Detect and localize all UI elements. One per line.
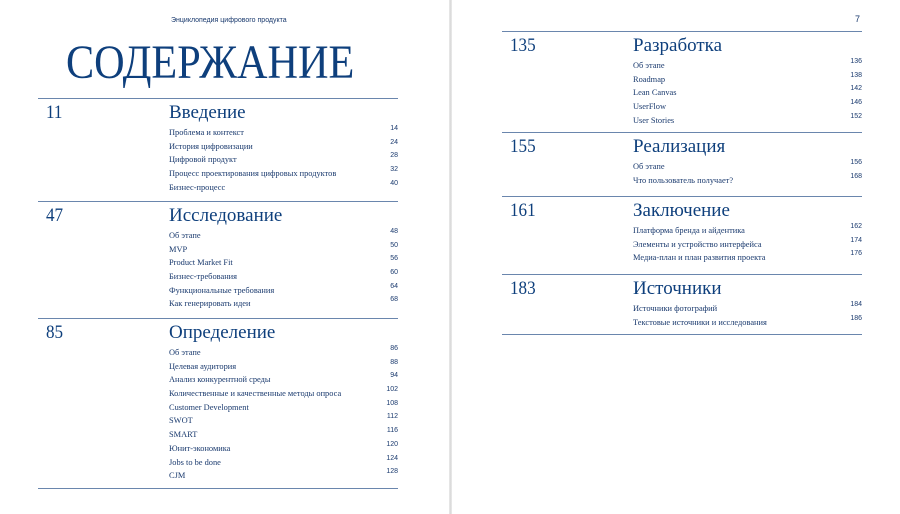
toc-entry-page: 184 (850, 301, 862, 308)
toc-entry-label: Медиа-план и план развития проекта (633, 253, 766, 263)
section-page-number: 161 (510, 200, 536, 221)
toc-entry[interactable] (633, 252, 862, 266)
section-entries (633, 60, 862, 128)
section-page-number: 135 (510, 35, 536, 56)
toc-entry[interactable] (169, 415, 398, 429)
section-divider (38, 488, 398, 489)
toc-entry-label: Бизнес-процесс (169, 182, 226, 192)
toc-entry-page: 108 (386, 399, 398, 407)
toc-entry-page: 176 (850, 250, 862, 258)
toc-entry[interactable] (169, 230, 398, 244)
section-title: Реализация (633, 136, 726, 157)
toc-entry[interactable] (169, 127, 398, 141)
toc-entry-page: 128 (386, 468, 398, 476)
toc-entry[interactable] (169, 358, 398, 375)
toc-entry[interactable] (169, 347, 398, 361)
toc-entry-label: Roadmap (633, 74, 666, 84)
toc-entry-label: Об этапе (169, 231, 201, 240)
section-page-number: 11 (46, 102, 63, 123)
section-title: Введение (169, 102, 246, 123)
toc-entry-label: Цифровой продукт (169, 155, 237, 165)
toc-entry[interactable] (169, 470, 398, 484)
toc-entry[interactable] (169, 429, 398, 443)
section-page-number: 155 (510, 136, 536, 157)
toc-section (502, 132, 862, 197)
toc-entry[interactable] (633, 225, 862, 239)
toc-entry-label: MVP (169, 244, 188, 254)
toc-entry-label: Customer Development (169, 402, 249, 412)
toc-entry-label: UserFlow (633, 102, 667, 112)
toc-entry-label: Количественные и качественные методы опроса (169, 389, 342, 399)
toc-entry-page: 174 (850, 236, 862, 244)
page-title: СОДЕРЖАНИЕ (66, 36, 355, 89)
toc-entry-page: 124 (386, 454, 398, 462)
toc-section (38, 98, 398, 202)
toc-entry[interactable] (633, 87, 862, 101)
toc-entry[interactable] (633, 314, 862, 331)
toc-entry-page: 88 (390, 358, 398, 366)
toc-entry-page: 48 (390, 228, 398, 235)
toc-entry[interactable] (169, 374, 398, 388)
toc-entry[interactable] (633, 60, 862, 74)
page-gutter (449, 0, 452, 514)
section-entries (169, 127, 398, 195)
toc-entry-label: Jobs to be done (169, 457, 221, 467)
section-entries (633, 225, 862, 266)
toc-entry-page: 120 (386, 440, 398, 448)
toc-entry-label: Что пользователь получает? (633, 175, 734, 185)
toc-entry[interactable] (169, 440, 398, 457)
running-head: Энциклопедия цифрового продукта (171, 17, 287, 24)
toc-entry[interactable] (169, 399, 398, 416)
section-entries (169, 230, 398, 312)
toc-entry[interactable] (169, 154, 398, 168)
section-page-number: 183 (510, 278, 536, 299)
toc-entry-label: Проблема и контекст (169, 128, 244, 137)
toc-entry-page: 102 (386, 386, 398, 394)
toc-entry-page: 14 (390, 125, 398, 132)
section-title: Исследование (169, 205, 283, 226)
toc-entry-page: 116 (386, 427, 398, 435)
toc-entry-page: 68 (390, 296, 398, 304)
toc-entry[interactable] (633, 161, 862, 175)
toc-entry[interactable] (169, 241, 398, 258)
toc-entry-page: 152 (850, 112, 862, 120)
toc-entry[interactable] (633, 101, 862, 115)
section-title: Разработка (633, 35, 723, 56)
toc-entry-label: Функциональные требования (169, 285, 275, 295)
toc-entry-label: Платформа бренда и айдентика (633, 226, 745, 235)
toc-entry-page: 112 (386, 413, 398, 421)
section-page-number: 85 (46, 322, 64, 343)
toc-entry-label: Об этапе (169, 348, 201, 357)
toc-entry[interactable] (169, 179, 398, 196)
toc-section (502, 196, 862, 275)
toc-entry[interactable] (169, 257, 398, 271)
toc-entry[interactable] (633, 112, 862, 129)
toc-entry-page: 146 (850, 99, 862, 107)
toc-entry-page: 162 (850, 223, 862, 230)
toc-entry-label: Lean Canvas (633, 88, 677, 98)
section-title: Определение (169, 322, 276, 343)
toc-entry-label: История цифровизации (169, 141, 253, 151)
toc-entry-page: 24 (390, 138, 398, 146)
toc-entry[interactable] (633, 303, 862, 317)
toc-entry-page: 142 (850, 85, 862, 93)
toc-entry-page: 28 (390, 152, 398, 160)
toc-entry-label: User Stories (633, 115, 675, 125)
section-title: Заключение (633, 200, 730, 221)
toc-entry-label: Процесс проектирования цифровых продуктов (169, 169, 337, 179)
toc-entry-page: 32 (390, 166, 398, 174)
toc-entry-page: 40 (390, 179, 398, 187)
toc-entry[interactable] (169, 388, 398, 402)
toc-entry-label: SWOT (169, 416, 193, 426)
toc-entry[interactable] (169, 168, 398, 182)
toc-entry-page: 86 (390, 345, 398, 352)
section-entries (633, 161, 862, 188)
toc-entry-page: 136 (850, 58, 862, 65)
toc-entry-label: Юнит-экономика (169, 443, 231, 453)
section-entries (169, 347, 398, 484)
toc-entry-label: Об этапе (633, 162, 665, 171)
page-number: 7 (855, 14, 861, 24)
toc-entry-label: Текстовые источники и исследования (633, 317, 767, 327)
toc-entry-label: Как генерировать идеи (169, 299, 251, 309)
toc-entry-page: 168 (850, 172, 862, 180)
toc-entry[interactable] (169, 282, 398, 299)
toc-entry-label: CJM (169, 471, 186, 481)
toc-entry-page: 50 (390, 241, 398, 249)
toc-entry-label: Бизнес-требования (169, 272, 238, 282)
toc-entry[interactable] (169, 271, 398, 285)
toc-entry-label: SMART (169, 430, 198, 440)
section-title: Источники (633, 278, 722, 299)
toc-entry-label: Об этапе (633, 61, 665, 70)
toc-entry-page: 64 (390, 282, 398, 290)
section-page-number: 47 (46, 205, 64, 226)
toc-entry-label: Источники фотографий (633, 304, 718, 313)
toc-section (38, 318, 398, 489)
toc-entry-page: 60 (390, 269, 398, 277)
toc-entry[interactable] (633, 172, 862, 189)
toc-section (38, 201, 398, 319)
toc-section (502, 274, 862, 335)
toc-entry[interactable] (169, 138, 398, 155)
toc-entry-label: Элементы и устройство интерфейса (633, 239, 762, 249)
toc-entry[interactable] (633, 236, 862, 253)
toc-entry-page: 56 (390, 255, 398, 263)
toc-entry-label: Анализ конкурентной среды (169, 375, 271, 385)
toc-entry-page: 186 (850, 314, 862, 322)
toc-entry[interactable] (633, 71, 862, 88)
toc-entry[interactable] (169, 454, 398, 471)
toc-entry[interactable] (169, 298, 398, 312)
section-entries (633, 303, 862, 330)
toc-entry-page: 94 (390, 372, 398, 380)
toc-entry-label: Product Market Fit (169, 258, 233, 268)
toc-entry-label: Целевая аудитория (169, 361, 237, 371)
toc-section (502, 31, 862, 133)
toc-entry-page: 138 (850, 71, 862, 79)
section-divider (502, 334, 862, 335)
toc-entry-page: 156 (850, 159, 862, 166)
